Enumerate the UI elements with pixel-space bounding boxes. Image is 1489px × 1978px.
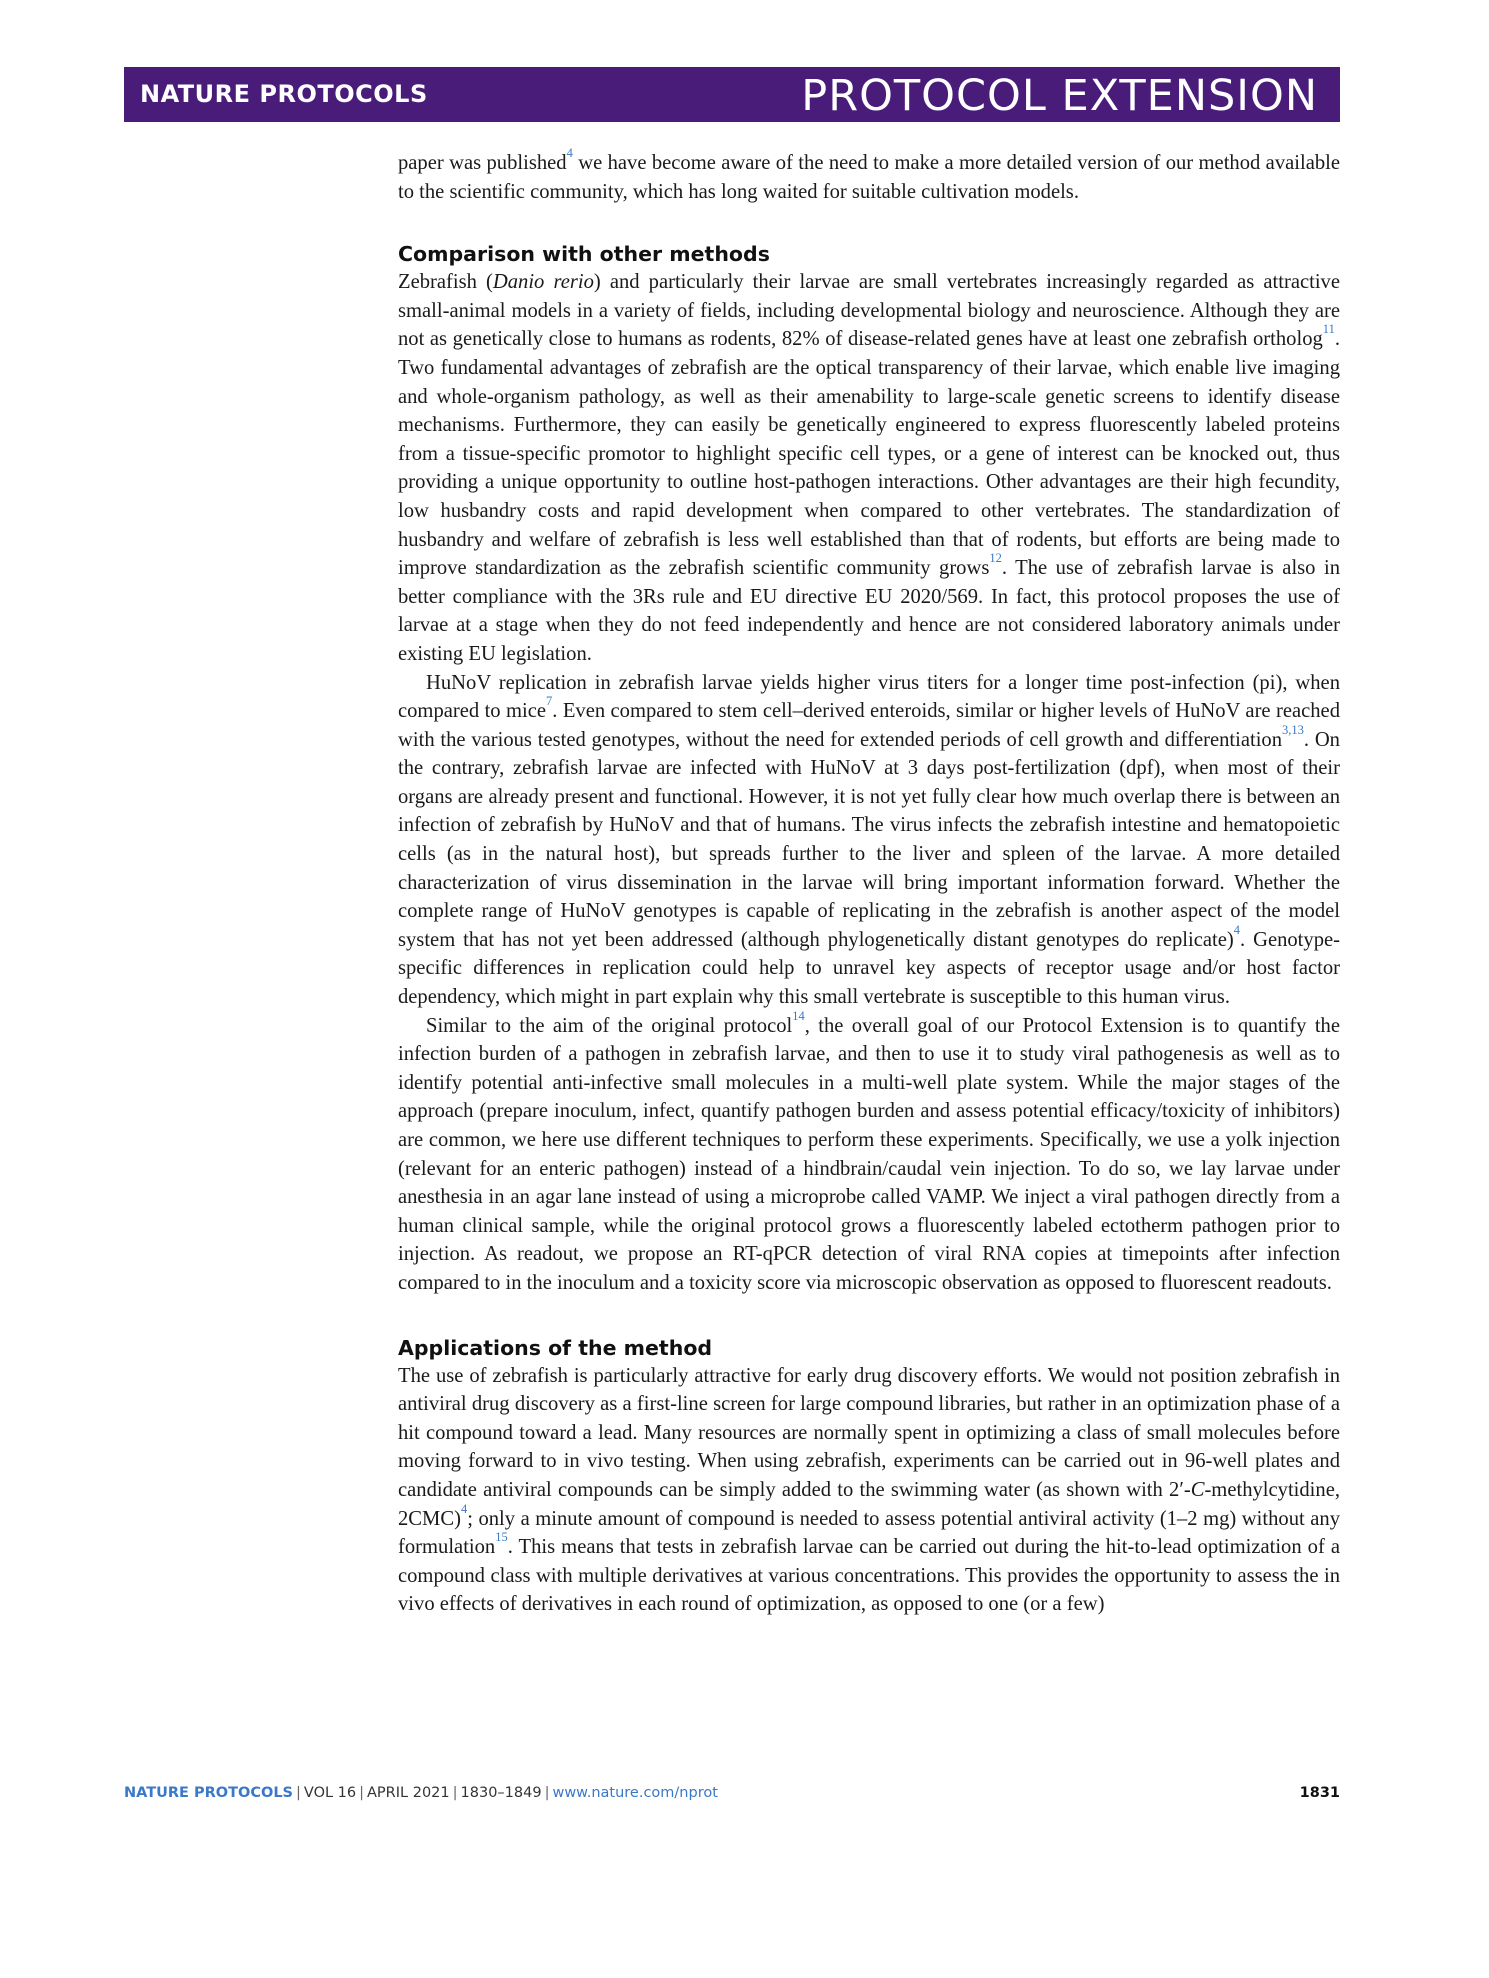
section-heading-comparison: Comparison with other methods	[398, 242, 770, 267]
paragraph: Zebrafish (Danio rerio) and particularly their larvae are small vertebrates increasingly regarded as attractive small-animal models in a variety of fields, including developmental biology and neuroscience. Although they are not as genetically close to humans as rodents, 82% of disease-related genes have at least one zebrafish ortholog$^{11}$. Two fundamental advantages of zebrafish are the optical transparency of their larvae, which enable live imaging and whole-organism pathology, as well as their amenability to large-scale genetic screens to identify disease mechanisms. Furthermore, they can easily be genetically engineered to express fluorescently labeled proteins from a tissue-specific promotor to highlight specific cell types, or a gene of interest can be knocked out, thus providing a unique opportunity to outline host-pathogen interactions. Other advantages are their high fecundity, low husbandry costs and rapid development when compared to other vertebrates. The standardization of husbandry and welfare of zebrafish is less well established than that of rodents, but efforts are being made to improve standardization as the zebrafish scientific community grows$^{12}$. The use of zebrafish larvae is also in better compliance with the 3Rs rule and EU directive EU 2020/569. In fact, this protocol proposes the use of larvae at a stage when they do not feed independently and hence are not considered laboratory animals under existing EU legislation.	[398, 271, 1340, 665]
footer-date: APRIL 2021	[367, 1785, 450, 1801]
footer-pages: 1830–1849	[460, 1785, 542, 1801]
citation-link[interactable]: 11	[1322, 322, 1335, 337]
citation-link[interactable]: 12	[989, 551, 1002, 566]
citation-link[interactable]: 4	[1233, 922, 1240, 937]
footer-url-link[interactable]: www.nature.com/nprot	[552, 1785, 718, 1801]
citation-link[interactable]: 7	[546, 694, 553, 709]
paragraph: HuNoV replication in zebrafish larvae yields higher virus titers for a longer time post-infection (pi), when compared to mice$^7$. Even compared to stem cell–derived enteroids, similar or higher levels of HuNoV are reached with the various tested genotypes, without the need for extended periods of cell growth and differentiation$^{3,13}$. On the contrary, zebrafish larvae are infected with HuNoV at 3 days post-fertilization (dpf), when most of their organs are already present and functional. However, it is not yet fully clear how much overlap there is between an infection of zebrafish by HuNoV and that of humans. The virus infects the zebrafish intestine and hematopoietic cells (as in the natural host), but spreads further to the liver and spleen of the larvae. A more detailed characterization of virus dissemination in the larvae will bring important information forward. Whether the complete range of HuNoV genotypes is capable of replicating in the zebrafish is another aspect of the model system that has not yet been addressed (although phylogenetically distant genotypes do replicate)$^4$. Genotype-specific differences in replication could help to unravel key aspects of receptor usage and/or host factor dependency, which might in part explain why this small vertebrate is susceptible to this human virus.	[398, 671, 1340, 1009]
page-footer: NATURE PROTOCOLS | VOL 16 | APRIL 2021 | 1830–1849 | www.nature.com/nprot 1831	[124, 1785, 1340, 1801]
journal-name: NATURE PROTOCOLS	[140, 80, 428, 108]
citation-link[interactable]: 14	[792, 1008, 805, 1023]
section-heading-applications: Applications of the method	[398, 1335, 713, 1360]
main-column	[398, 146, 1341, 1619]
paragraph-continued: paper was published$^4$ we have become aware of the need to make a more detailed version of our method available to the scientific community, which has long waited for suitable cultivation models.	[398, 146, 1341, 203]
footer-journal: NATURE PROTOCOLS	[124, 1785, 294, 1801]
citation-link[interactable]: 3,13	[1282, 722, 1304, 737]
paragraph: The use of zebrafish is particularly attractive for early drug discovery efforts. We would not position zebrafish in antiviral drug discovery as a first-line screen for large compound libraries, but rather in an optimization phase of a hit compound toward a lead. Many resources are normally spent in optimizing a class of small molecules before moving forward to in vivo testing. When using zebrafish, experiments can be carried out in 96-well plates and candidate antiviral compounds can be simply added to the swimming water (as shown with 2′-C-methylcytidine, 2CMC)$^4$; only a minute amount of compound is needed to assess potential antiviral activity (1–2 mg) without any formulation$^{15}$. This means that tests in zebrafish larvae can be carried out during the hit-to-lead optimization of a compound class with multiple derivatives at various concentrations. This provides the opportunity to assess the in vivo effects of derivatives in each round of optimization, as opposed to one (or a few)	[398, 1364, 1340, 1616]
article-type: PROTOCOL EXTENSION	[801, 71, 1318, 121]
citation-link[interactable]: 15	[495, 1530, 508, 1545]
page-number: 1831	[1299, 1785, 1340, 1801]
header-banner	[124, 67, 1340, 122]
footer-volume: VOL 16	[303, 1785, 357, 1801]
citation-link[interactable]: 4	[460, 1501, 468, 1516]
paragraph: Similar to the aim of the original protocol$^{14}$, the overall goal of our Protocol Extension is to quantify the infection burden of a pathogen in zebrafish larvae, and then to use it to study viral pathogenesis as well as to identify potential anti-infective small molecules in a multi-well plate system. While the major stages of the approach (prepare inoculum, infect, quantify pathogen burden and assess potential efficacy/toxicity of inhibitors) are common, we here use different techniques to perform these experiments. Specifically, we use a yolk injection (relevant for an enteric pathogen) instead of a hindbrain/caudal vein injection. To do so, we lay larvae under anesthesia in an agar lane instead of using a microprobe called VAMP. We inject a viral pathogen directly from a human clinical sample, while the original protocol grows a fluorescently labeled ectotherm pathogen prior to injection. As readout, we propose an RT-qPCR detection of viral RNA copies at timepoints after infection compared to in the inoculum and a toxicity score via microscopic observation as opposed to fluorescent readouts.	[398, 1008, 1340, 1294]
citation-link[interactable]: 4	[566, 146, 573, 160]
